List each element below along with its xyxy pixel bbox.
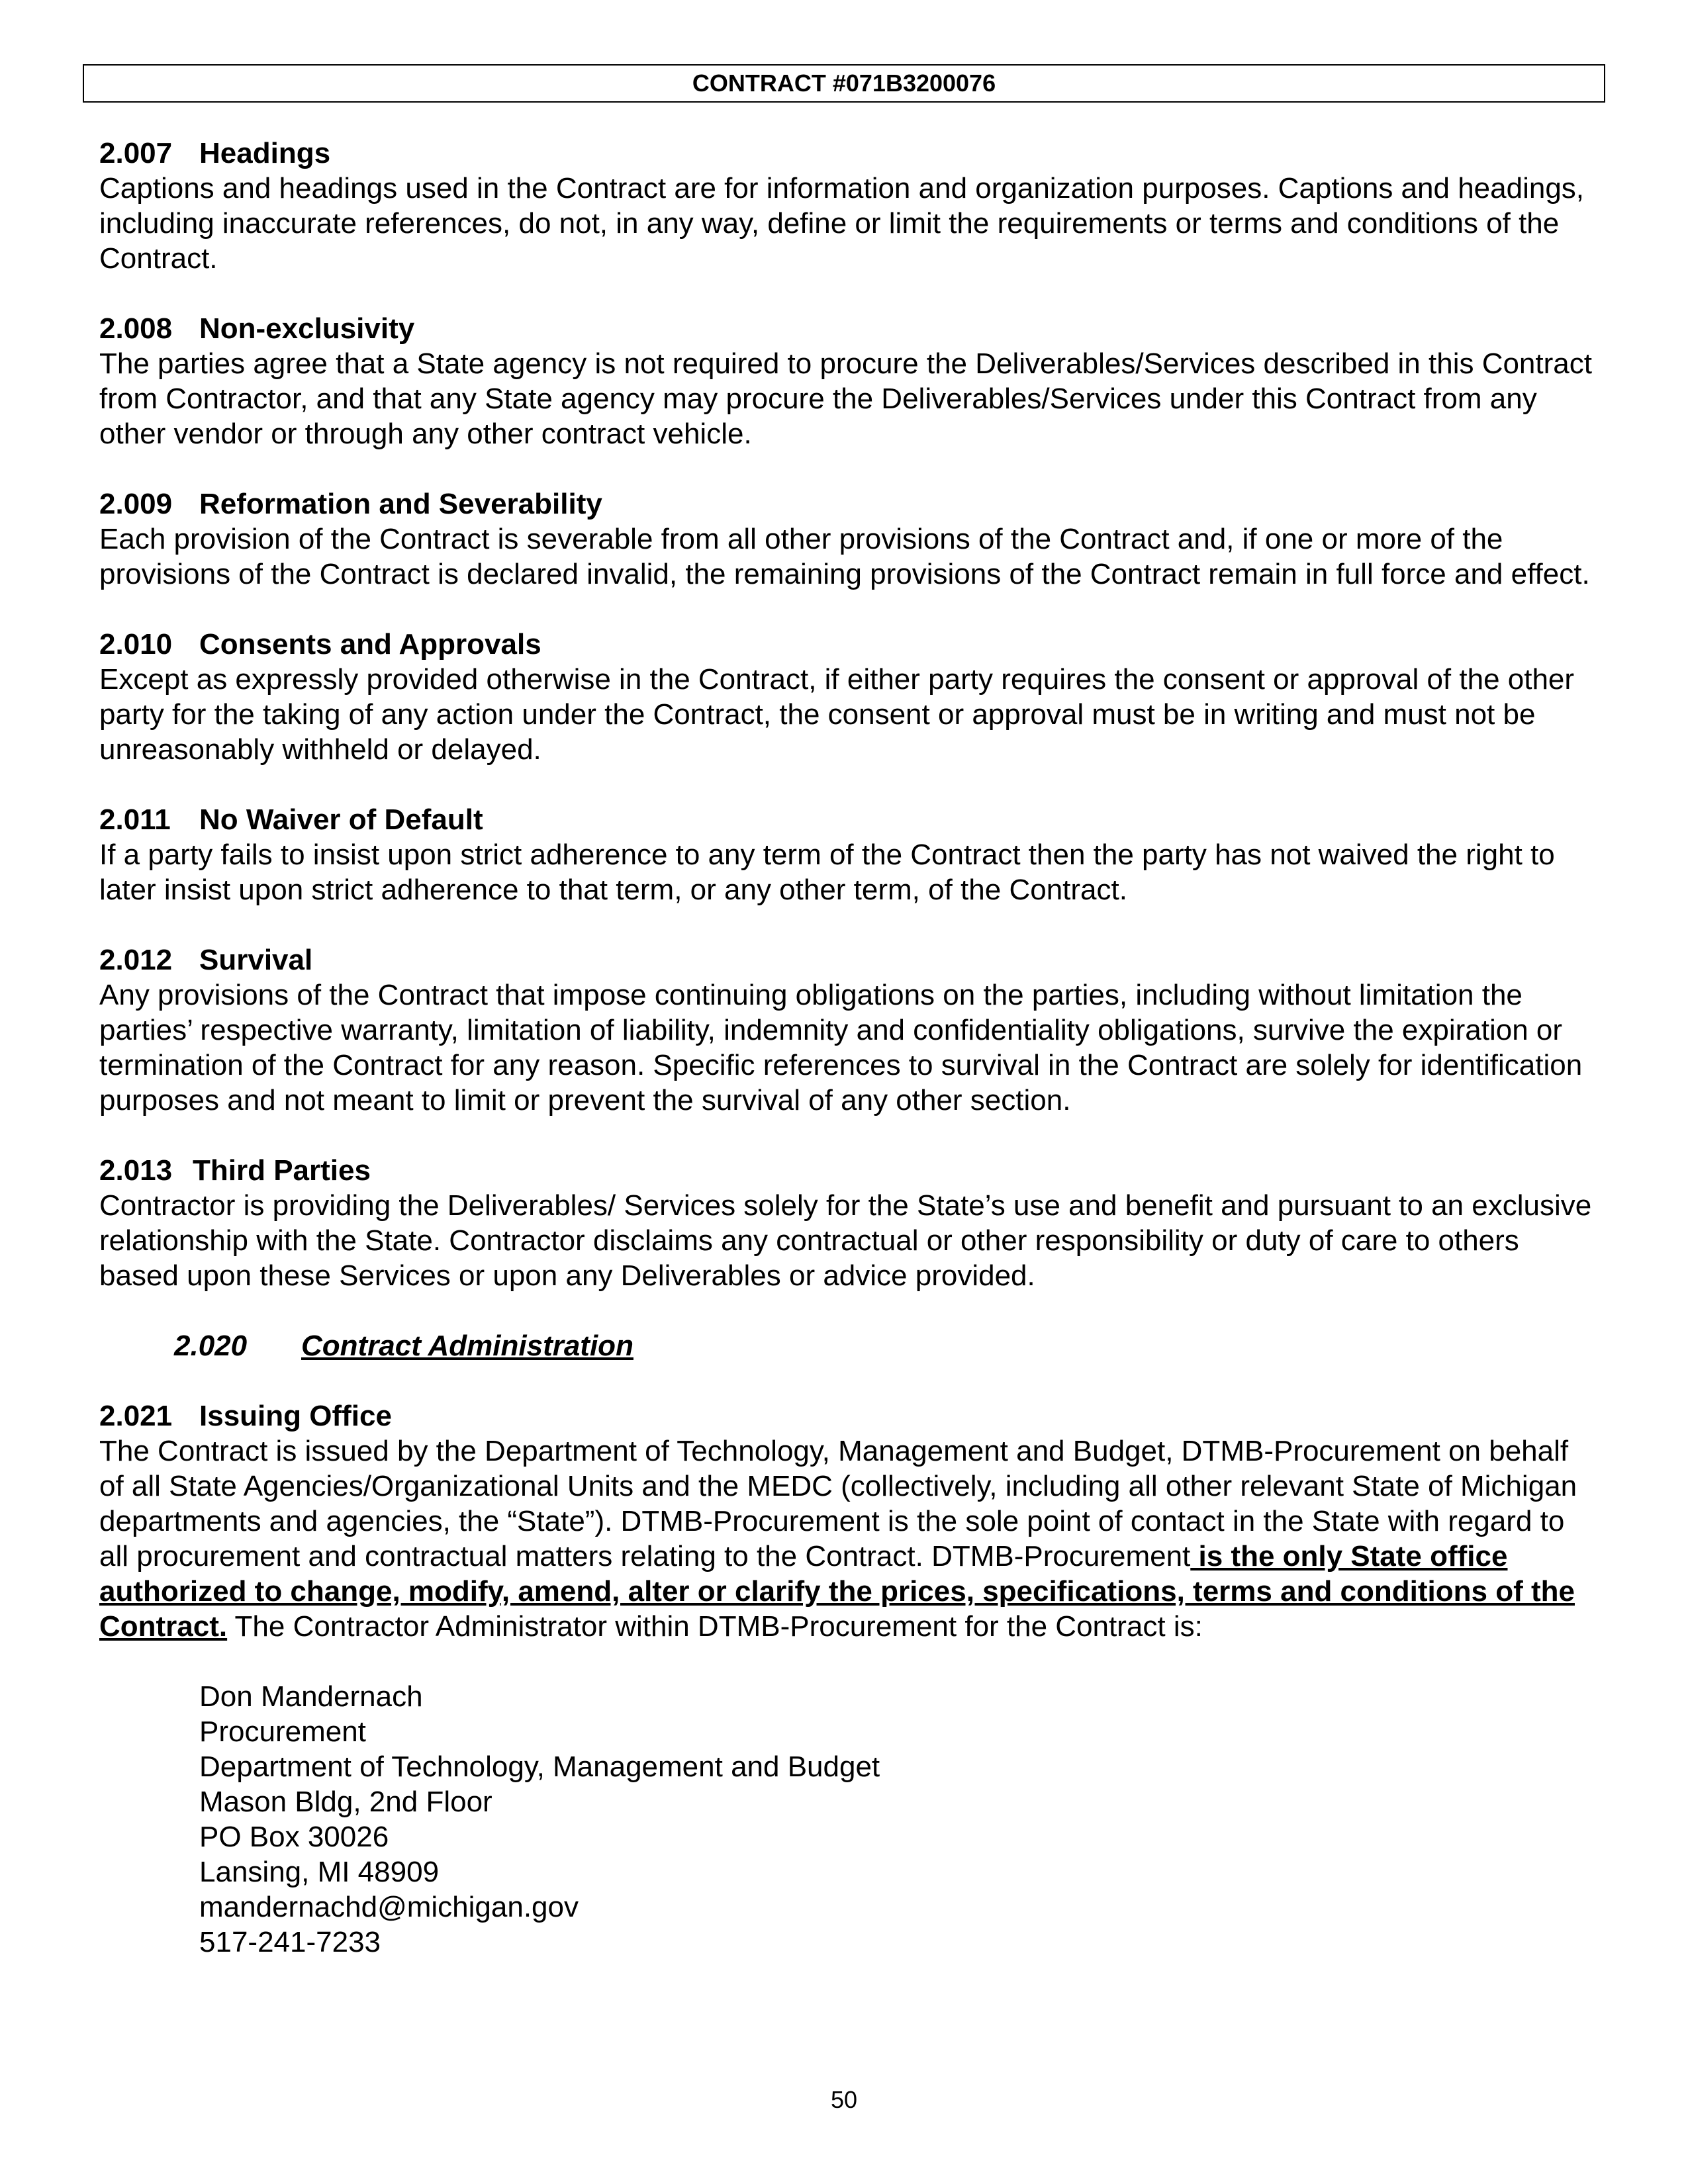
contact-po-box: PO Box 30026 bbox=[199, 1821, 389, 1853]
document-body bbox=[99, 136, 1595, 1960]
section-title: Survival bbox=[199, 944, 313, 976]
contact-division: Procurement bbox=[199, 1715, 366, 1748]
section-number: 2.021 bbox=[99, 1400, 173, 1432]
section-2-010 bbox=[99, 627, 1595, 767]
body-text-continued: The Contractor Administrator within DTMB-Procurement for the Contract is: bbox=[227, 1610, 1203, 1643]
section-2-013 bbox=[99, 1153, 1595, 1293]
section-heading bbox=[99, 486, 1595, 522]
emphasized-clause: is the only State office authorized to change, modify, amend, alter or clarify the prices, specifications, terms and conditions of the Contract. bbox=[99, 1540, 1575, 1643]
section-heading bbox=[99, 627, 1595, 662]
section-2-012 bbox=[99, 942, 1595, 1118]
section-body: If a party fails to insist upon strict adherence to any term of the Contract then the party has not waived the right to later insist upon strict adherence to that term, or any other term, of the Contract. bbox=[99, 839, 1555, 906]
section-title: Reformation and Severability bbox=[199, 488, 602, 520]
section-title: Headings bbox=[199, 137, 331, 169]
section-title: Issuing Office bbox=[199, 1400, 392, 1432]
section-title: Consents and Approvals bbox=[199, 628, 541, 660]
subsection-heading bbox=[99, 1328, 1595, 1363]
contract-header bbox=[83, 64, 1605, 103]
section-body: The parties agree that a State agency is not required to procure the Deliverables/Services described in this Contract from Contractor, and that any State agency may procure the Deliverables/Services under this Contract from any other vendor or through any other contract vehicle. bbox=[99, 347, 1592, 450]
page-number: 50 bbox=[830, 2086, 858, 2113]
section-number: 2.013 bbox=[99, 1154, 173, 1187]
section-title: Non-exclusivity bbox=[199, 312, 415, 345]
section-2-008 bbox=[99, 311, 1595, 451]
section-heading bbox=[99, 802, 1595, 837]
section-number: 2.007 bbox=[99, 137, 173, 169]
section-body bbox=[99, 1433, 1595, 1644]
section-number: 2.012 bbox=[99, 944, 173, 976]
section-body: Any provisions of the Contract that impose continuing obligations on the parties, including without limitation the parties’ respective warranty, limitation of liability, indemnity and confidentiality obligations, survive the expiration or termination of the Contract for any reason. Specific references to survival in the Contract are solely for identification purposes and not meant to limit or prevent the survival of any other section. bbox=[99, 979, 1583, 1116]
section-body: Contractor is providing the Deliverables/ Services solely for the State’s use and benefit and pursuant to an exclusive relationship with the State. Contractor disclaims any contractual or other responsibility or duty of care to others based upon these Services or upon any Deliverables or advice provided. bbox=[99, 1189, 1592, 1292]
contact-name: Don Mandernach bbox=[199, 1680, 423, 1713]
section-2-007 bbox=[99, 136, 1595, 276]
section-2-009 bbox=[99, 486, 1595, 592]
section-body: Captions and headings used in the Contract are for information and organization purposes. Captions and headings, including inaccurate references, do not, in any way, define or limit the requirements or terms and conditions of the Contract. bbox=[99, 172, 1585, 275]
section-title: Third Parties bbox=[193, 1154, 371, 1187]
section-title: No Waiver of Default bbox=[199, 803, 483, 836]
contact-email: mandernachd@michigan.gov bbox=[199, 1891, 579, 1923]
contact-address-block bbox=[99, 1679, 1595, 1960]
contact-city-state-zip: Lansing, MI 48909 bbox=[199, 1856, 440, 1888]
section-heading bbox=[99, 1153, 1595, 1188]
contact-building: Mason Bldg, 2nd Floor bbox=[199, 1786, 492, 1818]
section-2-011 bbox=[99, 802, 1595, 907]
section-heading bbox=[99, 1398, 1595, 1433]
subsection-number: 2.020 bbox=[174, 1330, 248, 1362]
contact-phone: 517-241-7233 bbox=[199, 1926, 381, 1958]
section-body: Except as expressly provided otherwise in the Contract, if either party requires the consent or approval of the other party for the taking of any action under the Contract, the consent or approval must be in writing and must not be unreasonably withheld or delayed. bbox=[99, 663, 1575, 766]
section-number: 2.009 bbox=[99, 488, 173, 520]
contract-title: CONTRACT #071B3200076 bbox=[692, 69, 996, 97]
section-number: 2.008 bbox=[99, 312, 173, 345]
section-heading bbox=[99, 136, 1595, 171]
section-number: 2.011 bbox=[99, 803, 171, 836]
section-heading bbox=[99, 942, 1595, 978]
contact-department: Department of Technology, Management and Budget bbox=[199, 1751, 880, 1783]
section-2-021 bbox=[99, 1398, 1595, 1644]
section-heading bbox=[99, 311, 1595, 346]
subsection-title: Contract Administration bbox=[301, 1330, 633, 1362]
body-text: The Contract is issued by the Department of Technology, Management and Budget, DTMB-Procurement on behalf of all State Agencies/Organizational Units and the MEDC (collectively, including all other relevant State of Michigan departments and agencies, the “State”). DTMB-Procurement is the sole point of contact in the State with regard to all procurement and contractual matters relating to the Contract. DTMB-Procurement bbox=[99, 1435, 1577, 1572]
section-number: 2.010 bbox=[99, 628, 173, 660]
section-body: Each provision of the Contract is severable from all other provisions of the Contract and, if one or more of the provisions of the Contract is declared invalid, the remaining provisions of the Contract remain in full force and effect. bbox=[99, 523, 1590, 590]
